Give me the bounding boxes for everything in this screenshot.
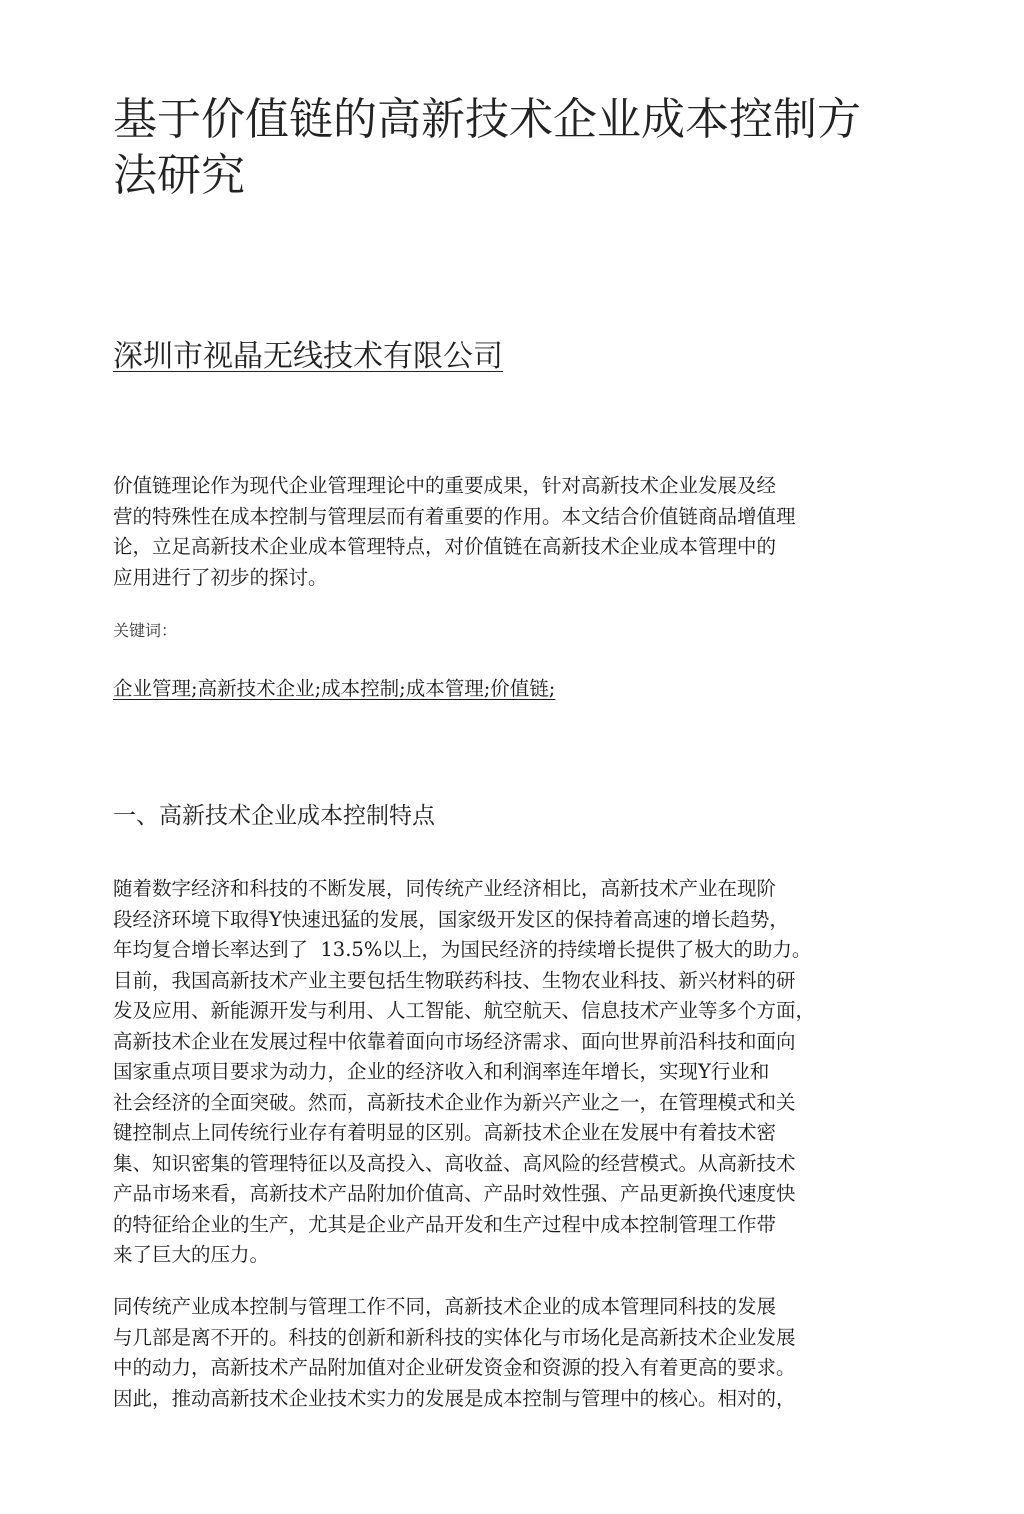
document-title [113,92,913,204]
body-line: 随着数字经济和科技的不断发展，同传统产业经济相比，高新技术产业在现阶 [113,877,777,900]
body-line: 中的动力，高新技术产品附加值对企业研发资金和资源的投入有着更高的要求。 [113,1356,796,1379]
abstract-line: 应用进行了初步的探讨。 [113,565,328,589]
title-line: 基于价值链的高新技术企业成本控制方 [113,94,861,145]
keywords-list: 企业管理;高新技术企业;成本控制;成本管理;价值链; [113,677,556,700]
section-heading: 一、高新技术企业成本控制特点 [113,803,435,829]
title-line: 法研究 [113,150,245,201]
body-line: 发及应用、新能源开发与利用、人工智能、航空航天、信息技术产业等多个方面， [113,999,816,1022]
body-line: 集、知识密集的管理特征以及高投入、高收益、高风险的经营模式。从高新技术 [113,1151,796,1175]
body-line: 的特征给企业的生产，尤其是企业产品开发和生产过程中成本控制管理工作带 [113,1212,777,1236]
abstract-line: 价值链理论作为现代企业管理理论中的重要成果，针对高新技术企业发展及经 [113,474,777,497]
body-line: 高新技术企业在发展过程中依靠着面向市场经济需求、面向世界前沿科技和面向 [113,1029,796,1053]
body-line: 段经济环境下取得Y快速迅猛的发展，国家级开发区的保持着高速的增长趋势， [113,907,789,931]
body-line: 产品市场来看，高新技术产品附加价值高、产品时效性强、产品更新换代速度快 [113,1182,796,1205]
company-name: 深圳市视晶无线技术有限公司 [113,339,503,374]
body-line: 目前，我国高新技术产业主要包括生物联药科技、生物农业科技、新兴材料的研 [113,968,796,992]
body-line: 与几部是离不开的。科技的创新和新科技的实体化与市场化是高新技术企业发展 [113,1325,796,1349]
body-line: 因此，推动高新技术企业技术实力的发展是成本控制与管理中的核心。相对的， [113,1386,796,1410]
body-paragraph-2 [113,1292,893,1414]
body-line: 键控制点上同传统行业存有着明显的区别。高新技术企业在发展中有着技术密 [113,1121,777,1144]
body-line: 国家重点项目要求为动力，企业的经济收入和利润率连年增长，实现Y行业和 [113,1060,770,1083]
body-line: 来了巨大的压力。 [113,1243,270,1266]
body-paragraph-1 [113,874,893,1271]
body-line: 年均复合增长率达到了 13.5%以上，为国民经济的持续增长提供了极大的助力。 [113,938,812,961]
abstract-line: 论，立足高新技术企业成本管理特点，对价值链在高新技术企业成本管理中的 [113,535,777,558]
body-line: 同传统产业成本控制与管理工作不同，高新技术企业的成本管理同科技的发展 [113,1295,777,1318]
body-line: 社会经济的全面突破。然而，高新技术企业作为新兴产业之一，在管理模式和关 [113,1090,796,1114]
abstract-line: 营的特殊性在成本控制与管理层而有着重要的作用。本文结合价值链商品增值理 [113,504,796,528]
abstract-paragraph [113,471,893,593]
keywords-label: 关键词： [113,621,178,640]
